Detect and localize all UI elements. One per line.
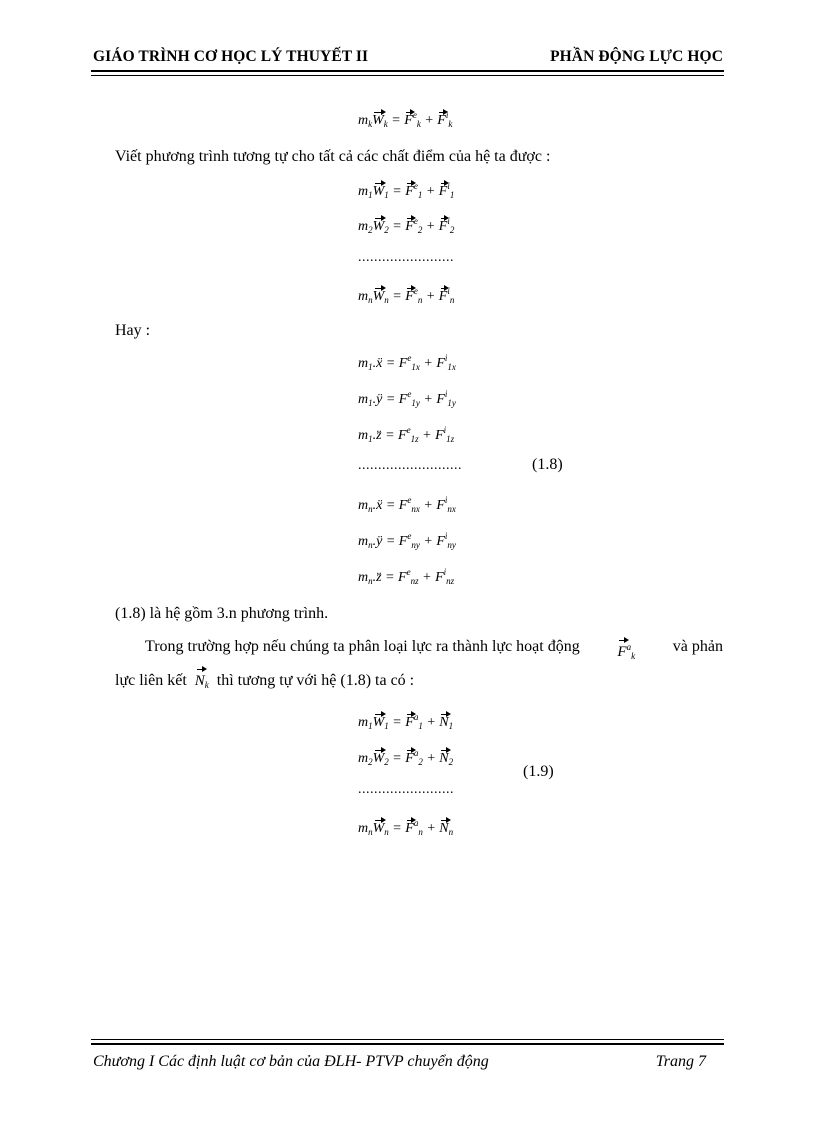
footer-rule-thin <box>91 1039 724 1040</box>
footer-chapter: Chương I Các định luật cơ bản của ĐLH- PTVP chuyển động <box>93 1053 489 1070</box>
equation-a1: $m_1W_1 = F^e_1 + F^i_1$ <box>358 181 455 200</box>
header-title-left: GIÁO TRÌNH CƠ HỌC LÝ THUYẾT II <box>93 48 369 65</box>
inline-vector-Fak: $F^a_k$ <box>617 642 636 661</box>
equation-b6: $m_n.z̈ = F^e_{nz} + F^i_{nz}$ <box>358 567 455 586</box>
inline-vector-Nk: $N_k$ <box>195 673 209 689</box>
header-rule-thick <box>91 70 724 72</box>
equation-k: $m_kW_k = F^e_k + F^i_k$ <box>358 110 453 129</box>
paragraph-3-text: Trong trường hợp nếu chúng ta phân loại lực ra thành lực hoạt động <box>145 638 580 655</box>
equation-b3: $m_1.z̈ = F^e_{1z} + F^i_{1z}$ <box>358 425 455 444</box>
header-rule-thin <box>91 75 724 76</box>
dots-a: ........................ <box>358 250 454 265</box>
dots-b: .......................... <box>358 458 462 473</box>
paragraph-3-line-2: lực liên kết $N_k$ thì tương tự với hệ (1.8) ta có : <box>115 672 415 690</box>
hay-label: Hay : <box>115 322 151 339</box>
equation-number-1-9: (1.9) <box>523 763 554 780</box>
equation-cn: $m_nW_n = F^a_n + N_n$ <box>358 818 454 837</box>
equation-b1: $m_1.ẍ = F^e_{1x} + F^i_{1x}$ <box>358 353 456 372</box>
paragraph-3-tail: và phản <box>672 638 723 655</box>
equation-b5: $m_n.ÿ = F^e_{ny} + F^i_{ny}$ <box>358 531 456 550</box>
equation-b4: $m_n.ẍ = F^e_{nx} + F^i_{nx}$ <box>358 495 456 514</box>
footer-page-number: Trang 7 <box>655 1053 706 1070</box>
paragraph-2: (1.8) là hệ gồm 3.n phương trình. <box>115 605 329 622</box>
equation-c2: $m_2W_2 = F^a_2 + N_2$ <box>358 748 454 767</box>
equation-b2: $m_1.ÿ = F^e_{1y} + F^i_{1y}$ <box>358 389 456 408</box>
equation-a2: $m_2W_2 = F^e_2 + F^i_2$ <box>358 216 455 235</box>
footer-rule-thick <box>91 1043 724 1045</box>
equation-number-1-8: (1.8) <box>532 456 563 473</box>
paragraph-3-line-1 <box>145 636 723 667</box>
equation-c1: $m_1W_1 = F^a_1 + N_1$ <box>358 712 454 731</box>
header-title-right: PHẦN ĐỘNG LỰC HỌC <box>550 48 723 65</box>
paragraph-1: Viết phương trình tương tự cho tất cả các chất điểm của hệ ta được : <box>115 148 551 165</box>
equation-an: $m_nW_n = F^e_n + F^i_n$ <box>358 286 455 305</box>
dots-c: ........................ <box>358 782 454 797</box>
